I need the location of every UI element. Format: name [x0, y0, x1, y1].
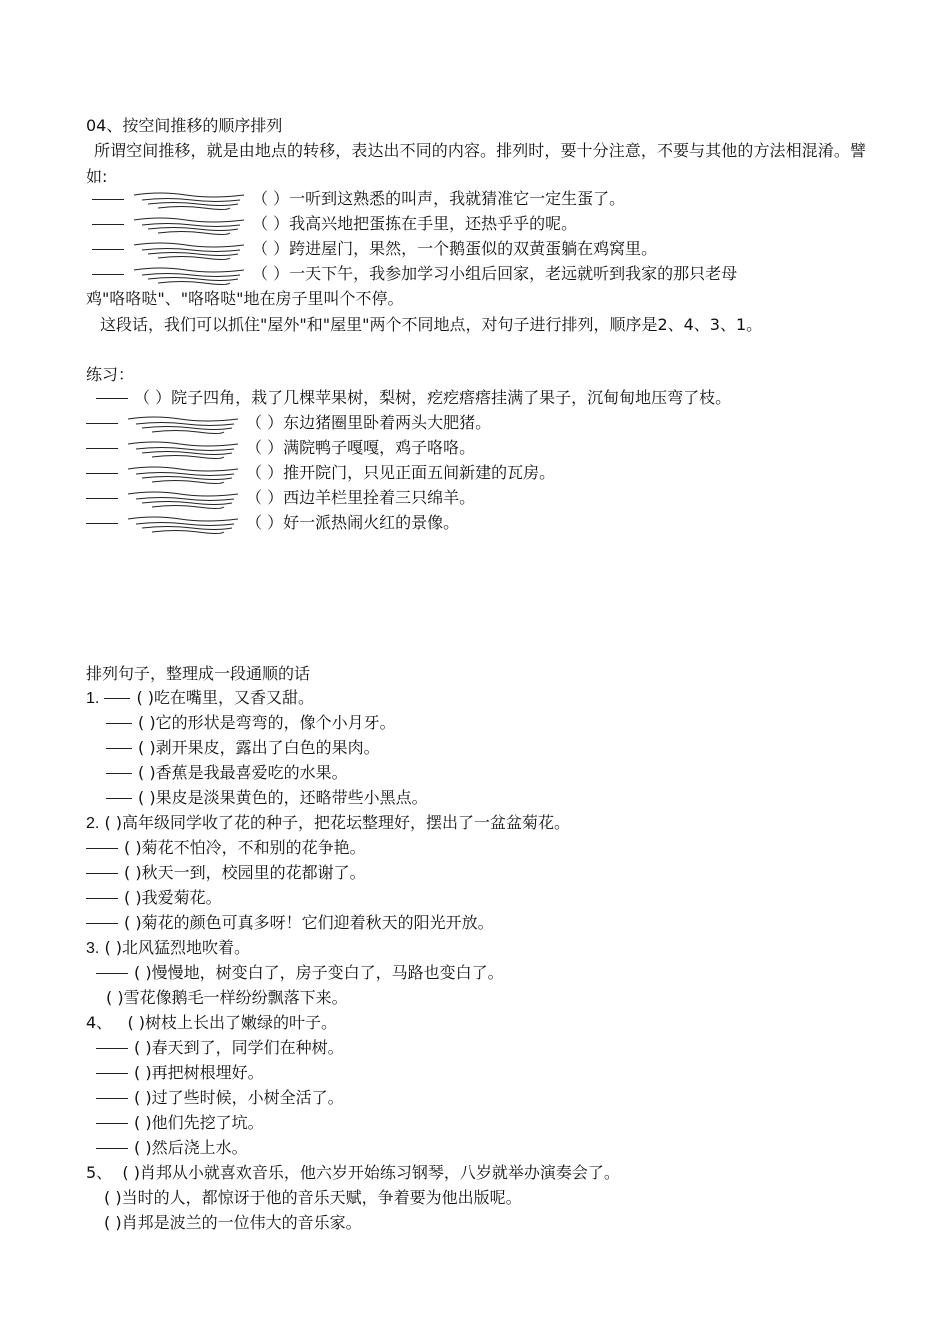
example-item-continuation: 鸡"咯咯哒"、"咯咯哒"地在房子里叫个不停。	[86, 289, 404, 308]
question-row	[106, 711, 396, 735]
wave-decoration-icon	[124, 488, 242, 510]
wave-decoration-icon	[124, 413, 242, 435]
sentence: ( )肖邦是波兰的一位伟大的音乐家。	[104, 1213, 362, 1232]
question-number: 5、	[86, 1163, 113, 1182]
question-row	[86, 861, 366, 885]
drag-handle-line	[86, 423, 118, 424]
question-row	[86, 686, 314, 710]
drag-handle-line	[106, 798, 132, 799]
drag-handle-line	[92, 224, 124, 225]
question-row	[86, 936, 250, 960]
sentence: ( )菊花的颜色可真多呀！它们迎着秋天的阳光开放。	[124, 913, 494, 932]
practice-item: （ ）西边羊栏里拴着三只绵羊。	[246, 488, 476, 507]
wave-decoration-icon	[124, 438, 242, 460]
sentence: ( )菊花不怕冷，不和别的花争艳。	[124, 838, 366, 857]
practice-item: （ ）推开院门，只见正面五间新建的瓦房。	[246, 463, 556, 482]
sentence: ( )慢慢地，树变白了，房子变白了，马路也变白了。	[134, 963, 504, 982]
question-row	[96, 1111, 264, 1135]
question-row	[86, 1161, 620, 1185]
example-item: （ ）一天下午，我参加学习小组后回家，老远就听到我家的那只老母	[252, 264, 738, 283]
drag-handle-line	[96, 1048, 128, 1049]
drag-handle-line	[106, 748, 132, 749]
question-number: 4、	[86, 1013, 113, 1032]
example-item: （ ）跨进屋门，果然，一个鹅蛋似的双黄蛋躺在鸡窝里。	[252, 239, 658, 258]
drag-handle-line	[106, 723, 132, 724]
drag-handle-line	[86, 498, 118, 499]
question-row	[96, 961, 504, 985]
drag-handle-line	[92, 199, 124, 200]
practice-row	[96, 386, 731, 410]
question-row	[86, 836, 366, 860]
question-number: 2.	[86, 815, 100, 832]
practice-row	[86, 411, 491, 435]
drag-handle-line	[96, 1123, 128, 1124]
section-title: 排列句子，整理成一段通顺的话	[86, 664, 311, 683]
practice-item: （ ）院子四角，栽了几棵苹果树，梨树，疙疙瘩瘩挂满了果子，沉甸甸地压弯了枝。	[134, 388, 732, 407]
wave-decoration-icon	[130, 189, 248, 211]
intro-paragraph: 所谓空间推移，就是由地点的转移，表达出不同的内容。排列时，要十分注意，不要与其他的方法相混淆。譬如:	[86, 141, 866, 186]
question-row	[86, 1011, 337, 1035]
question-number: 1.	[86, 690, 100, 707]
drag-handle-line	[96, 973, 128, 974]
question-row	[106, 736, 380, 760]
example-row	[92, 262, 737, 286]
sentence: ( )肖邦从小就喜欢音乐，他六岁开始练习钢琴，八岁就举办演奏会了。	[122, 1163, 620, 1182]
question-row	[106, 786, 428, 810]
drag-handle-line	[106, 773, 132, 774]
drag-handle-line	[86, 848, 118, 849]
wave-decoration-icon	[130, 214, 248, 236]
sentence: ( )剥开果皮，露出了白色的果肉。	[138, 738, 380, 757]
drag-handle-line	[86, 523, 118, 524]
drag-handle-line	[86, 873, 118, 874]
drag-handle-line	[86, 473, 118, 474]
question-row	[86, 811, 570, 835]
example-item: （ ）一听到这熟悉的叫声，我就猜准它一定生蛋了。	[252, 189, 626, 208]
practice-row	[86, 511, 459, 535]
sentence: ( )春天到了，同学们在种树。	[134, 1038, 344, 1057]
wave-decoration-icon	[124, 463, 242, 485]
drag-handle-line	[96, 1073, 128, 1074]
wave-decoration-icon	[124, 513, 242, 535]
drag-handle-line	[96, 1098, 128, 1099]
drag-handle-line	[96, 1148, 128, 1149]
drag-handle-line	[104, 698, 130, 699]
question-row	[106, 986, 348, 1010]
sentence: ( )当时的人，都惊讶于他的音乐天赋，争着要为他出版呢。	[104, 1188, 522, 1207]
sentence: ( )我爱菊花。	[124, 888, 222, 907]
example-row	[92, 212, 577, 236]
example-item: （ ）我高兴地把蛋拣在手里，还热乎乎的呢。	[252, 214, 578, 233]
sentence: ( )它的形状是弯弯的，像个小月牙。	[138, 713, 396, 732]
sentence: ( )北风猛烈地吹着。	[104, 938, 251, 957]
drag-handle-line	[92, 274, 124, 275]
sentence: ( )秋天一到，校园里的花都谢了。	[124, 863, 366, 882]
question-number: 3.	[86, 940, 100, 957]
example-row	[92, 237, 657, 261]
question-row	[96, 1061, 264, 1085]
question-row	[96, 1086, 344, 1110]
question-row	[96, 1036, 344, 1060]
sentence: ( )然后浇上水。	[134, 1138, 248, 1157]
question-row	[106, 761, 348, 785]
practice-item: （ ）东边猪圈里卧着两头大肥猪。	[246, 413, 492, 432]
question-row	[86, 911, 494, 935]
sentence: ( )果皮是淡果黄色的，还略带些小黑点。	[138, 788, 428, 807]
drag-handle-line	[86, 923, 118, 924]
wave-decoration-icon	[130, 239, 248, 261]
sentence: ( )过了些时候，小树全活了。	[134, 1088, 344, 1107]
drag-handle-line	[86, 898, 118, 899]
sentence: ( )高年级同学收了花的种子，把花坛整理好，摆出了一盆盆菊花。	[104, 813, 571, 832]
sentence: ( )吃在嘴里，又香又甜。	[136, 688, 315, 707]
sentence: ( )香蕉是我最喜爱吃的水果。	[138, 763, 348, 782]
explanation-paragraph: 这段话，我们可以抓住"屋外"和"屋里"两个不同地点，对句子进行排列，顺序是2、4、3、1。	[100, 315, 763, 334]
question-row	[96, 1136, 248, 1160]
practice-row	[86, 436, 475, 460]
sentence: ( )雪花像鹅毛一样纷纷飘落下来。	[106, 988, 348, 1007]
practice-row	[86, 486, 475, 510]
wave-decoration-icon	[130, 264, 248, 286]
drag-handle-line	[86, 448, 118, 449]
sentence: ( )树枝上长出了嫩绿的叶子。	[127, 1013, 338, 1032]
practice-item: （ ）好一派热闹火红的景像。	[246, 513, 460, 532]
question-row	[104, 1211, 362, 1235]
question-row	[104, 1186, 522, 1210]
practice-row	[86, 461, 555, 485]
example-row	[92, 187, 625, 211]
practice-label: 练习：	[86, 365, 135, 384]
drag-handle-line	[92, 249, 124, 250]
question-row	[86, 886, 222, 910]
drag-handle-line	[96, 398, 128, 399]
sentence: ( )再把树根埋好。	[134, 1063, 264, 1082]
sentence: ( )他们先挖了坑。	[134, 1113, 264, 1132]
practice-item: （ ）满院鸭子嘎嘎，鸡子咯咯。	[246, 438, 476, 457]
section-title: 04、按空间推移的顺序排列	[86, 116, 283, 135]
